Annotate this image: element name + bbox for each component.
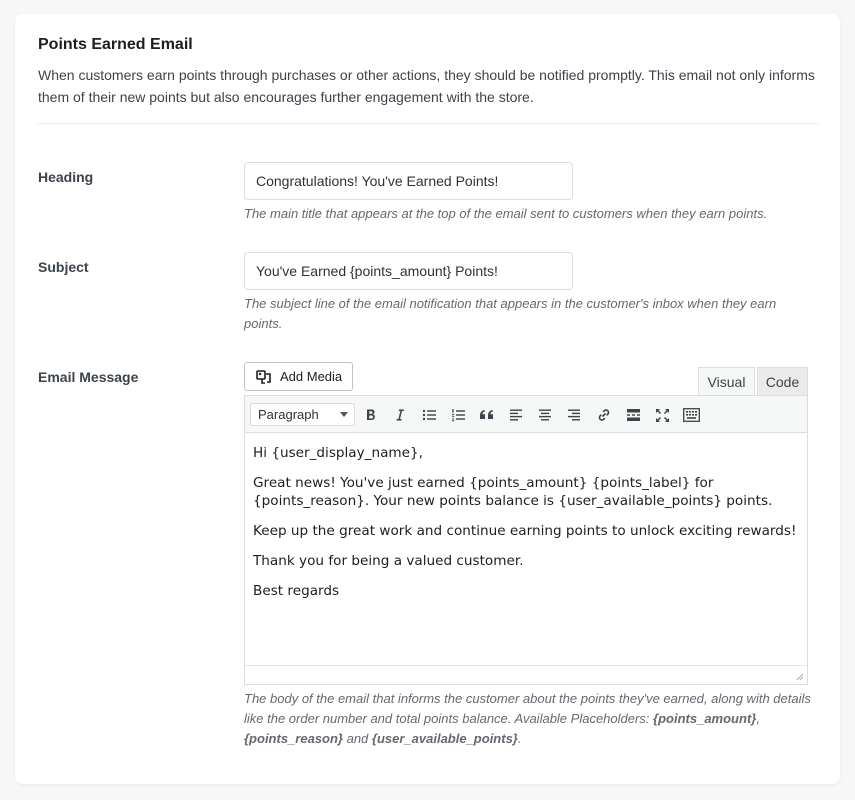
heading-input[interactable] xyxy=(244,162,573,200)
link-icon[interactable] xyxy=(592,404,616,426)
fullscreen-icon[interactable] xyxy=(650,404,674,426)
blockquote-icon[interactable] xyxy=(475,404,499,426)
editor-content[interactable] xyxy=(245,433,807,666)
toolbar-toggle-icon[interactable] xyxy=(679,404,703,426)
bullet-list-icon[interactable] xyxy=(417,404,441,426)
tab-visual[interactable]: Visual xyxy=(698,367,755,396)
message-line: Thank you for being a valued customer. xyxy=(253,553,524,569)
message-line: Hi {user_display_name}, xyxy=(253,445,424,461)
help-separator: and xyxy=(342,731,372,746)
email-message-help xyxy=(244,689,814,749)
email-message-help-text: The body of the email that informs the customer about the points they've earned, along with details like the order number and total points balance. Available Placeholders: xyxy=(244,691,811,726)
resize-handle-icon[interactable] xyxy=(794,671,804,681)
subject-help: The subject line of the email notification that appears in the customer's inbox when they earn points. xyxy=(244,296,777,331)
add-media-label: Add Media xyxy=(280,369,343,384)
media-icon xyxy=(256,369,272,385)
numbered-list-icon[interactable] xyxy=(446,404,470,426)
help-end: . xyxy=(517,731,522,746)
section-description: When customers earn points through purchases or other actions, they should be notified promptly. This email not only informs them of their new points but also encourages further engagement with the store. xyxy=(38,67,815,105)
tab-code[interactable]: Code xyxy=(757,367,808,396)
bold-icon[interactable] xyxy=(359,404,383,426)
email-message-label: Email Message xyxy=(38,369,139,385)
editor-toolbar xyxy=(245,396,807,433)
format-select-value: Paragraph xyxy=(258,407,319,422)
email-message-editor[interactable] xyxy=(244,395,808,685)
chevron-down-icon xyxy=(340,412,348,417)
placeholder-user-available-points: {user_available_points} xyxy=(371,731,518,746)
format-select[interactable] xyxy=(250,403,355,426)
section-title: Points Earned Email xyxy=(38,36,193,53)
placeholder-points-amount: {points_amount} xyxy=(653,711,757,726)
message-line: Keep up the great work and continue earning points to unlock exciting rewards! xyxy=(253,523,797,539)
align-right-icon[interactable] xyxy=(562,404,586,426)
message-line: Best regards xyxy=(253,583,340,599)
settings-card xyxy=(15,14,840,784)
italic-icon[interactable] xyxy=(388,404,412,426)
read-more-icon[interactable] xyxy=(621,404,645,426)
divider xyxy=(37,123,818,124)
help-separator: , xyxy=(756,711,760,726)
placeholder-points-reason: {points_reason} xyxy=(244,731,343,746)
align-center-icon[interactable] xyxy=(533,404,557,426)
subject-input[interactable] xyxy=(244,252,573,290)
add-media-button[interactable] xyxy=(244,362,353,391)
message-line: Great news! You've just earned {points_amount} {points_label} for {points_reason}. Your new points balance is {user_available_points} points. xyxy=(253,475,773,509)
editor-statusbar xyxy=(245,665,807,684)
heading-label: Heading xyxy=(38,169,94,185)
subject-label: Subject xyxy=(38,259,89,275)
heading-help: The main title that appears at the top of the email sent to customers when they earn points. xyxy=(244,206,768,221)
align-left-icon[interactable] xyxy=(504,404,528,426)
